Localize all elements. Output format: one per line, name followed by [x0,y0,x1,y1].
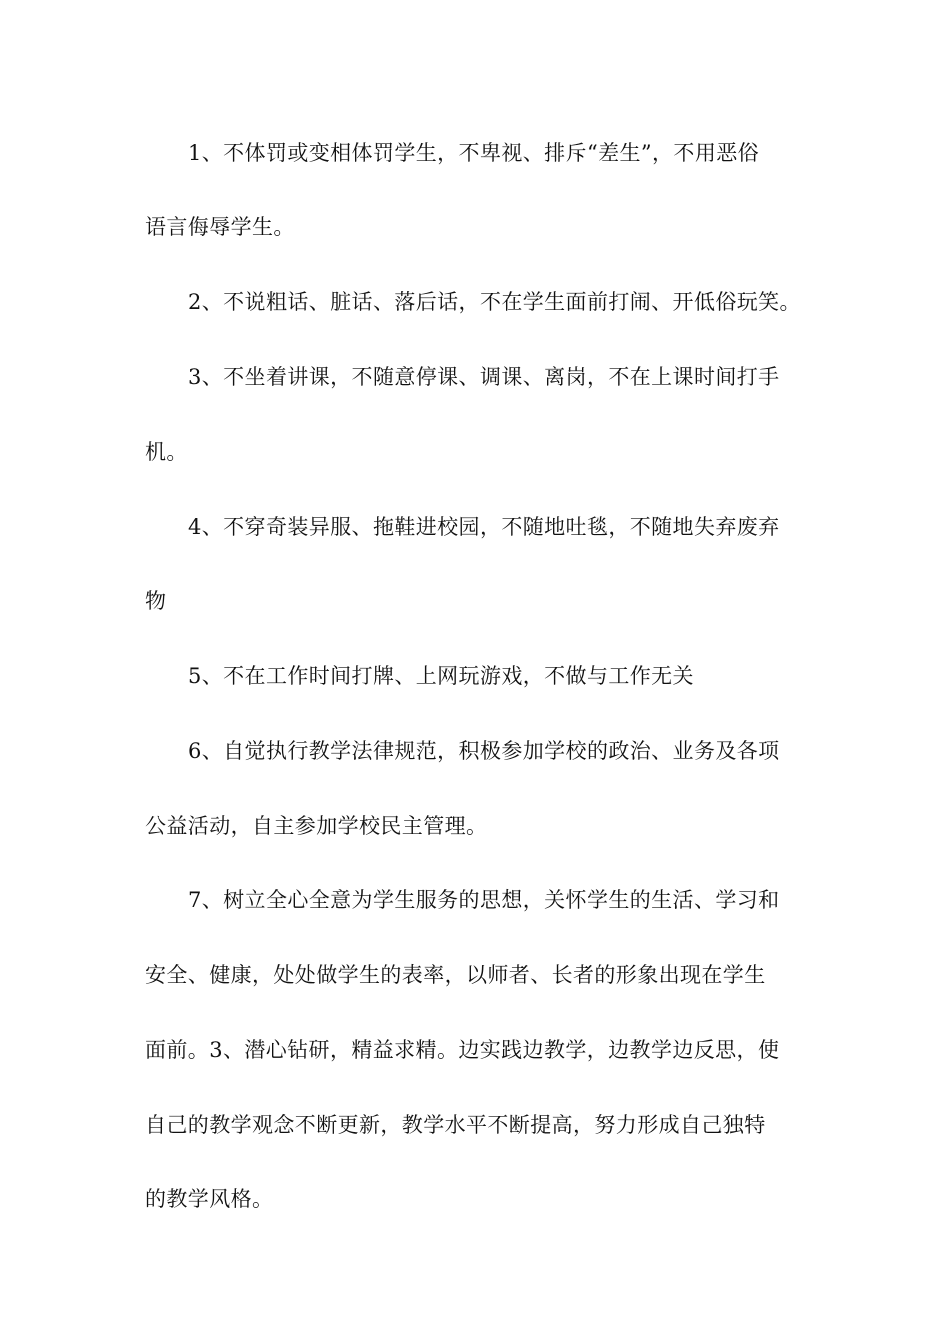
item-1-line-1: 1、不体罚或变相体罚学生，不卑视、排斥“差生”，不用恶俗 [188,141,760,165]
item-7-line-1: 7、树立全心全意为学生服务的思想，关怀学生的生活、学习和 [188,888,780,912]
item-6-line-1: 6、自觉执行教学法律规范，积极参加学校的政治、业务及各项 [188,739,780,763]
item-5-line-1: 5、不在工作时间打牌、上网玩游戏，不做与工作无关 [188,664,694,688]
item-2-line-1: 2、不说粗话、脏话、落后话，不在学生面前打闹、开低俗玩笑。 [188,290,801,314]
item-3-line-2: 机。 [145,440,188,464]
item-4-line-2: 物 [145,589,167,613]
item-1-line-2: 语言侮辱学生。 [145,215,295,239]
item-7-line-2: 安全、健康，处处做学生的表率，以师者、长者的形象出现在学生 [145,963,766,987]
item-6-line-2: 公益活动，自主参加学校民主管理。 [145,814,488,838]
item-7-line-4: 自己的教学观念不断更新，教学水平不断提高，努力形成自己独特 [145,1113,766,1137]
item-7-line-3: 面前。3、潜心钻研，精益求精。边实践边教学，边教学边反思，使 [145,1038,780,1062]
item-3-line-1: 3、不坐着讲课，不随意停课、调课、离岗，不在上课时间打手 [188,365,780,389]
item-7-line-5: 的教学风格。 [145,1187,274,1211]
item-4-line-1: 4、不穿奇装异服、拖鞋进校园，不随地吐毯，不随地失弃废弃 [188,515,780,539]
